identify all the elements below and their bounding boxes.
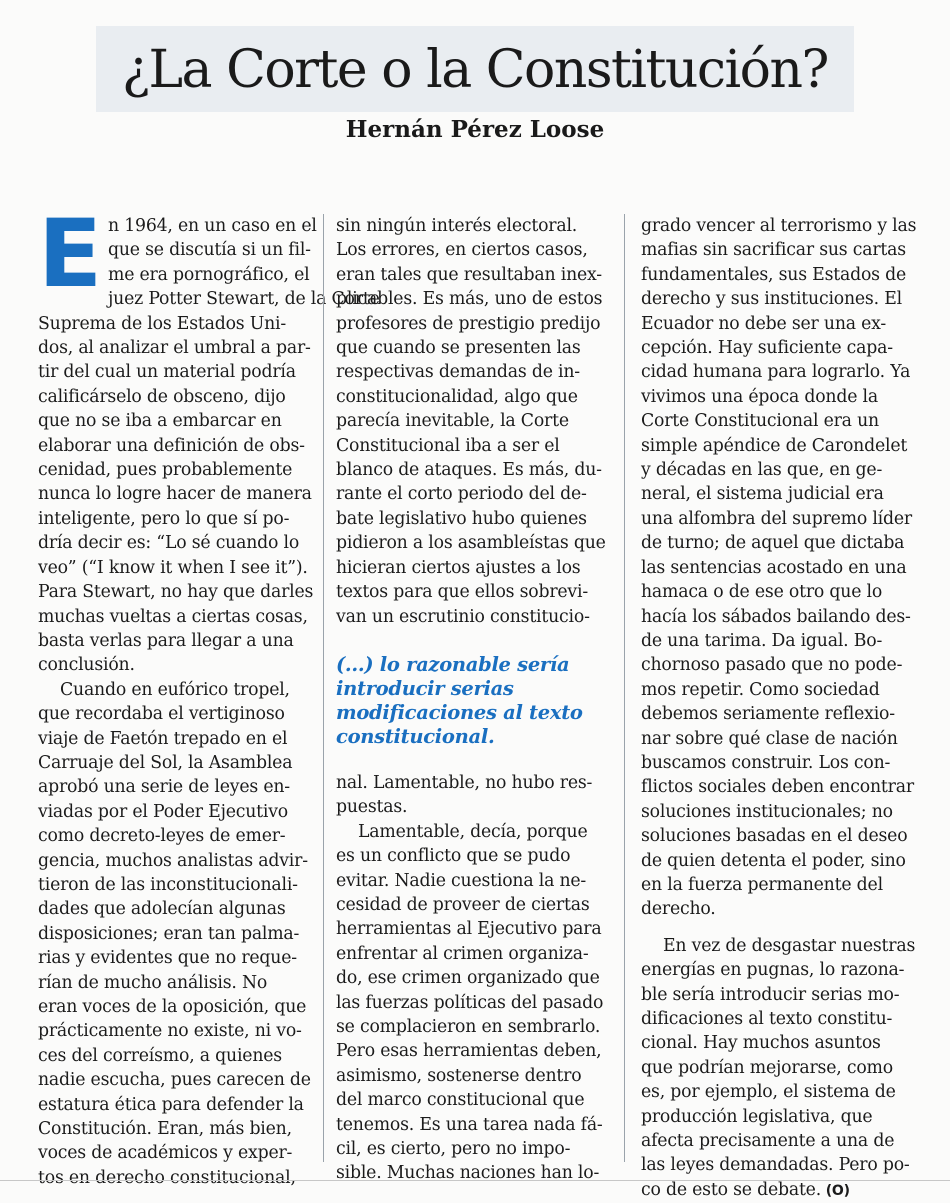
- text-line: cil, es cierto, pero no impo-: [336, 1139, 571, 1159]
- text-line: como decreto-leyes de emer-: [38, 826, 286, 847]
- text-line: Constitución. Eran, más bien,: [38, 1119, 292, 1140]
- text-line: introducir serias: [336, 676, 514, 700]
- text-line: en la fuerza permanente del: [641, 874, 883, 895]
- text-line: tieron de las inconstitucionali-: [38, 874, 298, 895]
- text-line: nar sobre qué clase de nación: [641, 728, 898, 749]
- text-line: textos para que ellos sobrevi-: [336, 582, 588, 603]
- text-line: modificaciones al texto: [336, 700, 583, 724]
- text-line: chornoso pasado que no pode-: [641, 655, 903, 676]
- text-line: viadas por el Poder Ejecutivo: [38, 801, 289, 822]
- paragraph: [336, 771, 611, 820]
- text-line: Lamentable, decía, porque: [358, 821, 588, 842]
- text-line: En vez de desgastar nuestras: [663, 935, 916, 956]
- paragraph: [641, 214, 917, 922]
- text-line: es un conflicto que se pudo: [336, 846, 571, 867]
- text-line: las sentencias acostado en una: [641, 557, 907, 578]
- text-line: derecho.: [641, 899, 716, 920]
- text-line: rias y evidentes que no reque-: [38, 948, 297, 969]
- text-line: disposiciones; eran tan palma-: [38, 923, 300, 944]
- text-line: de una tarima. Da igual. Bo-: [641, 630, 883, 651]
- text-line: Ecuador no debe ser una ex-: [641, 313, 887, 334]
- pull-quote: [336, 653, 611, 749]
- text-line: rante el corto periodo del de-: [336, 484, 587, 505]
- text-line: de quien detenta el poder, sino: [641, 850, 906, 871]
- text-line: blanco de ataques. Es más, du-: [336, 460, 602, 481]
- text-line: mafias sin sacrificar sus cartas: [641, 240, 906, 261]
- text-line: tenemos. Es una tarea nada fá-: [336, 1114, 603, 1135]
- author-byline: Hernán Pérez Loose: [345, 116, 605, 143]
- text-line: parecía inevitable, la Corte: [336, 411, 569, 432]
- paragraph: [336, 820, 611, 1186]
- text-line: las leyes demandadas. Pero po-: [641, 1155, 910, 1176]
- text-line: hamaca o de ese otro que lo: [641, 582, 883, 603]
- text-line: que no se iba a embarcar en: [38, 411, 282, 432]
- column-divider: [323, 214, 324, 1162]
- text-line: pidieron a los asambleístas que: [336, 533, 606, 554]
- column-divider: [624, 214, 625, 1162]
- paragraph: [641, 934, 917, 1203]
- text-line: cidad humana para lograrlo. Ya: [641, 362, 911, 383]
- text-line: vivimos una época donde la: [641, 386, 878, 407]
- text-line: do, ese crimen organizado que: [336, 968, 600, 989]
- text-line: herramientas al Ejecutivo para: [336, 919, 602, 940]
- text-line: Pero esas herramientas deben,: [336, 1041, 602, 1062]
- article-title: ¿La Corte o la Constitución?: [122, 40, 828, 100]
- text-line: conclusión.: [38, 655, 135, 676]
- text-line: juez Potter Stewart, de la Corte: [108, 289, 380, 310]
- column-3: [641, 214, 917, 1203]
- text-line: cenidad, pues probablemente: [38, 460, 293, 481]
- text-line: (...) lo razonable sería: [336, 652, 570, 676]
- paragraph: [38, 678, 312, 1191]
- text-line: que se discutía si un fil-: [108, 240, 311, 261]
- text-line: de turno; de aquel que dictaba: [641, 533, 905, 554]
- text-line: simple apéndice de Carondelet: [641, 435, 908, 456]
- column-2: [336, 214, 611, 1186]
- text-line: enfrentar al crimen organiza-: [336, 943, 589, 964]
- text-line: tir del cual un material podría: [38, 362, 296, 383]
- text-line: cesidad de proveer de ciertas: [336, 894, 590, 915]
- text-line: profesores de prestigio predijo: [336, 313, 601, 334]
- text-line: co de esto se debate. (O): [641, 1179, 850, 1200]
- text-line: estatura ética para defender la: [38, 1094, 304, 1115]
- text-line: afecta precisamente a una de: [641, 1131, 895, 1152]
- text-line: debemos seriamente reflexio-: [641, 704, 895, 725]
- text-line: mos repetir. Como sociedad: [641, 679, 880, 700]
- text-line: n 1964, en un caso en el: [108, 216, 317, 236]
- text-line: flictos sociales deben encontrar: [641, 777, 914, 798]
- text-line: grado vencer al terrorismo y las: [641, 216, 917, 236]
- text-line: neral, el sistema judicial era: [641, 484, 884, 505]
- text-line: evitar. Nadie cuestiona la ne-: [336, 870, 587, 891]
- text-line: Suprema de los Estados Uni-: [38, 313, 286, 334]
- text-line: muchas vueltas a ciertas cosas,: [38, 606, 308, 627]
- text-line: constitucional.: [336, 724, 495, 748]
- text-line: elaborar una definición de obs-: [38, 435, 305, 456]
- text-line: es, por ejemplo, el sistema de: [641, 1082, 896, 1103]
- text-line: calificárselo de obsceno, dijo: [38, 386, 286, 407]
- text-line: Carruaje del Sol, la Asamblea: [38, 752, 293, 773]
- text-line: energías en pugnas, lo razona-: [641, 960, 905, 981]
- text-line: tos en derecho constitucional,: [38, 1167, 296, 1188]
- text-line: dificaciones al texto constitu-: [641, 1009, 893, 1029]
- text-line: soluciones institucionales; no: [641, 801, 893, 822]
- end-signature: (O): [821, 1182, 850, 1199]
- text-line: constitucionalidad, algo que: [336, 386, 578, 407]
- text-line: una alfombra del supremo líder: [641, 508, 912, 529]
- drop-cap: E: [38, 200, 103, 309]
- text-line: derecho y sus instituciones. El: [641, 289, 902, 310]
- text-line: buscamos construir. Los con-: [641, 752, 891, 773]
- text-line: soluciones basadas en el deseo: [641, 826, 908, 847]
- text-line: Constitucional iba a ser el: [336, 435, 560, 456]
- text-line: asimismo, sostenerse dentro: [336, 1065, 582, 1086]
- text-line: voces de académicos y exper-: [38, 1143, 293, 1164]
- text-line: hicieran ciertos ajustes a los: [336, 557, 581, 578]
- text-line: rían de mucho análisis. No: [38, 972, 268, 993]
- text-line: que recordaba el vertiginoso: [38, 704, 285, 725]
- text-line: ble sería introducir serias mo-: [641, 984, 900, 1005]
- text-line: veo” (“I know it when I see it”).: [38, 557, 308, 578]
- text-line: cional. Hay muchos asuntos: [641, 1033, 881, 1054]
- text-line: hacía los sábados bailando des-: [641, 606, 911, 627]
- text-line: Para Stewart, no hay que darles: [38, 582, 314, 603]
- text-line: respectivas demandas de in-: [336, 362, 580, 383]
- text-line: van un escrutinio constitucio-: [336, 606, 590, 627]
- text-line: viaje de Faetón trepado en el: [38, 728, 288, 749]
- text-line: aprobó una serie de leyes en-: [38, 777, 290, 798]
- text-line: se complacieron en sembrarlo.: [336, 1016, 601, 1037]
- text-line: y décadas en las que, en ge-: [641, 460, 883, 481]
- text-line: nal. Lamentable, no hubo res-: [336, 772, 593, 793]
- text-line: eran voces de la oposición, que: [38, 997, 307, 1017]
- text-line: cepción. Hay suficiente capa-: [641, 338, 893, 359]
- text-line: nunca lo logre hacer de manera: [38, 484, 312, 505]
- text-line: gencia, muchos analistas advir-: [38, 850, 308, 871]
- text-line: que podrían mejorarse, como: [641, 1057, 893, 1078]
- text-line: me era pornográfico, el: [108, 264, 310, 285]
- text-line: Cuando en eufórico tropel,: [60, 679, 290, 700]
- text-line: basta verlas para llegar a una: [38, 630, 294, 651]
- text-line: dades que adolecían algunas: [38, 899, 286, 920]
- text-line: dos, al analizar el umbral a par-: [38, 338, 311, 359]
- text-line: nadie escucha, pues carecen de: [38, 1070, 311, 1091]
- text-line: prácticamente no existe, ni vo-: [38, 1021, 302, 1042]
- page-bottom-rule: [0, 1180, 950, 1181]
- text-line: Los errores, en ciertos casos,: [336, 240, 588, 261]
- text-line: producción legislativa, que: [641, 1106, 873, 1127]
- text-line: bate legislativo hubo quienes: [336, 508, 587, 529]
- text-line: plicables. Es más, uno de estos: [336, 289, 603, 310]
- text-line: fundamentales, sus Estados de: [641, 264, 907, 285]
- text-line: del marco constitucional que: [336, 1090, 585, 1111]
- text-line: puestas.: [336, 797, 408, 818]
- text-line: las fuerzas políticas del pasado: [336, 992, 604, 1013]
- text-line: sin ningún interés electoral.: [336, 216, 578, 236]
- paragraph: [336, 214, 611, 629]
- text-line: sible. Muchas naciones han lo-: [336, 1163, 600, 1184]
- text-line: dría decir es: “Lo sé cuando lo: [38, 533, 300, 554]
- text-line: eran tales que resultaban inex-: [336, 264, 602, 285]
- text-line: Corte Constitucional era un: [641, 411, 879, 432]
- text-line: ces del correísmo, a quienes: [38, 1045, 282, 1066]
- text-line: que cuando se presenten las: [336, 338, 581, 359]
- text-line: inteligente, pero lo que sí po-: [38, 508, 290, 529]
